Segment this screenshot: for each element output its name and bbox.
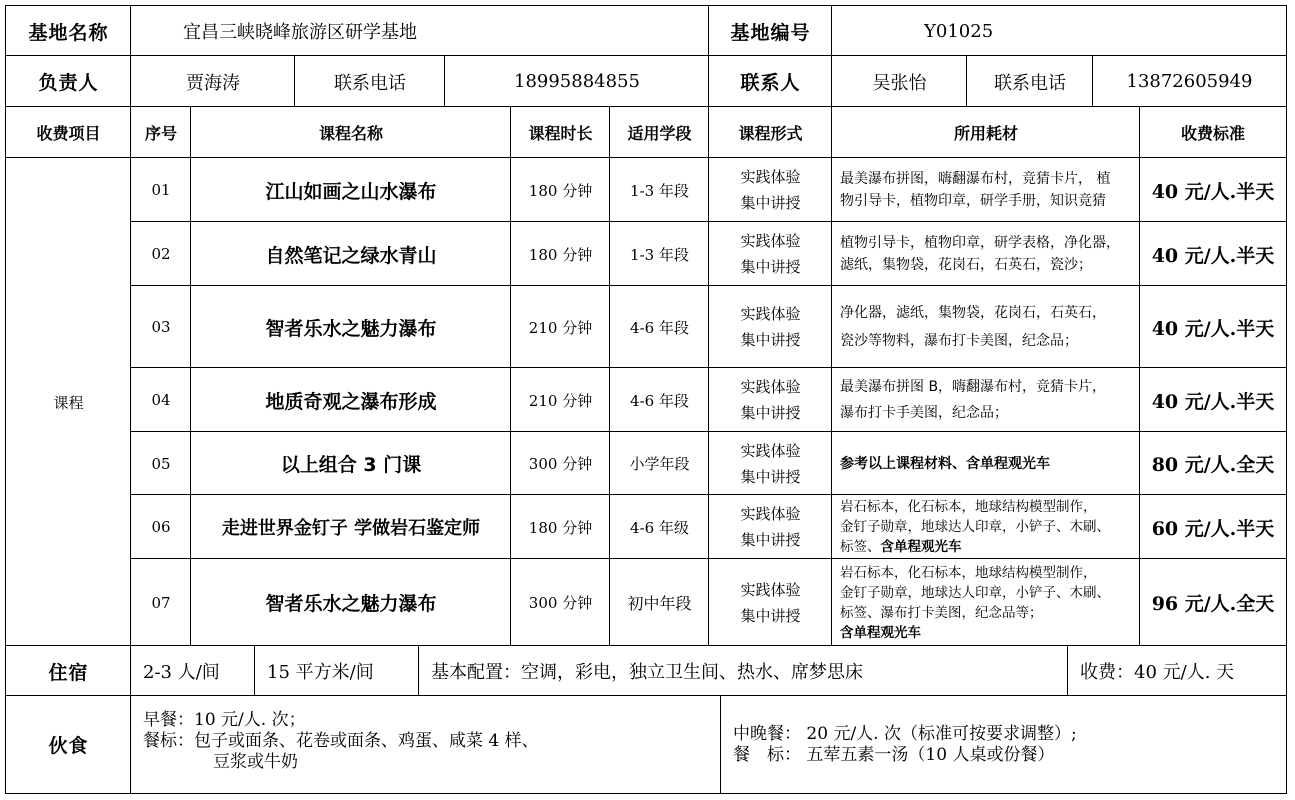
header-course: 课程名称 [190, 106, 512, 159]
course-grade: 4-6 年级 [609, 494, 710, 560]
material-line: 岩石标本，化石标本，地球结构模型制作， [840, 499, 1097, 515]
course-price: 60 元/人.半天 [1139, 494, 1287, 560]
course-duration: 300 分钟 [510, 558, 611, 647]
material-line: 物引导卡，植物印章，研学手册，知识竞猜 [840, 193, 1106, 209]
material-line: 标签、含单程观光车 [840, 539, 962, 555]
breakfast-info [130, 695, 722, 794]
form-line: 集中讲授 [740, 331, 801, 349]
material-line: 植物引导卡，植物印章，研学表格，净化器， [840, 235, 1120, 251]
form-line: 集中讲授 [740, 194, 801, 212]
material-line: 瀑布打卡手美图，纪念品； [840, 405, 1008, 421]
course-materials [831, 367, 1141, 433]
contact-label: 联系人 [708, 55, 833, 108]
header-form: 课程形式 [708, 106, 833, 159]
course-price: 40 元/人.半天 [1139, 221, 1287, 287]
form-line: 实践体验 [740, 580, 801, 599]
course-duration: 180 分钟 [510, 221, 611, 287]
course-duration: 180 分钟 [510, 157, 611, 223]
course-duration: 300 分钟 [510, 431, 611, 496]
course-price: 80 元/人.全天 [1139, 431, 1287, 496]
head-phone: 18995884855 [444, 55, 710, 108]
form-line: 实践体验 [740, 441, 801, 460]
material-line: 金钉子勋章，地球达人印章，小铲子、木刷、 [840, 519, 1110, 535]
material-line: 瓷沙等物料，瀑布打卡美图，纪念品； [840, 333, 1078, 349]
course-duration: 210 分钟 [510, 367, 611, 433]
header-grade: 适用学段 [609, 106, 710, 159]
course-materials [831, 157, 1141, 223]
head-label: 负责人 [5, 55, 132, 108]
course-price: 40 元/人.半天 [1139, 157, 1287, 223]
course-name: 走进世界金钉子 学做岩石鉴定师 [190, 494, 512, 560]
lunch-info [720, 695, 1287, 794]
material-highlight: 含单程观光车 [840, 624, 921, 641]
course-grade: 1-3 年段 [609, 221, 710, 287]
header-no: 序号 [130, 106, 192, 159]
head-name: 贾海涛 [130, 55, 296, 108]
course-price: 96 元/人.全天 [1139, 558, 1287, 647]
form-line: 实践体验 [740, 305, 801, 323]
lodging-area: 15 平方米/间 [254, 645, 420, 697]
base-name-label: 基地名称 [5, 5, 132, 57]
course-grade: 小学年段 [609, 431, 710, 496]
course-group-label: 课程 [5, 157, 132, 647]
header-duration: 课程时长 [510, 106, 611, 159]
course-grade: 4-6 年段 [609, 367, 710, 433]
course-form [708, 157, 833, 223]
breakfast-price: 早餐：10 元/人. 次； [143, 710, 306, 730]
lunch-price: 中晚餐： 20 元/人. 次（标准可按要求调整）; [733, 724, 1077, 744]
form-line: 实践体验 [740, 505, 801, 523]
lunch-standard: 餐 标： 五荤五素一汤（10 人桌或份餐） [733, 745, 1055, 765]
course-form [708, 221, 833, 287]
lodging-label: 住宿 [5, 645, 132, 697]
base-code-label: 基地编号 [708, 5, 833, 57]
course-grade: 1-3 年段 [609, 157, 710, 223]
form-line: 实践体验 [740, 378, 801, 396]
course-form [708, 367, 833, 433]
course-no: 07 [130, 558, 192, 647]
header-materials: 所用耗材 [831, 106, 1141, 159]
fee-table [5, 5, 1287, 794]
course-name: 智者乐水之魅力瀑布 [190, 285, 512, 369]
form-line: 实践体验 [740, 232, 801, 250]
course-duration: 210 分钟 [510, 285, 611, 369]
form-line: 集中讲授 [740, 606, 801, 625]
course-no: 01 [130, 157, 192, 223]
base-name: 宜昌三峡晓峰旅游区研学基地 [130, 5, 710, 57]
course-grade: 4-6 年段 [609, 285, 710, 369]
material-highlight: 含单程观光车 [880, 539, 962, 555]
base-code: Y01025 [831, 5, 1287, 57]
material-line: 净化器，滤纸，集物袋，花岗石，石英石， [840, 305, 1106, 321]
course-form [708, 558, 833, 647]
material-line: 金钉子勋章，地球达人印章，小铲子、木刷、 [840, 584, 1110, 601]
material-line: 岩石标本，化石标本，地球结构模型制作， [840, 564, 1097, 581]
lodging-room: 2-3 人/间 [130, 645, 256, 697]
material-line: 标签、瀑布打卡美图，纪念品等； [840, 604, 1043, 621]
course-materials: 参考以上课程材料、含单程观光车 [831, 431, 1141, 496]
course-grade: 初中年段 [609, 558, 710, 647]
form-line: 集中讲授 [740, 404, 801, 422]
head-phone-label: 联系电话 [294, 55, 446, 108]
course-name: 以上组合 3 门课 [190, 431, 512, 496]
material-line: 最美瀑布拼图 B，嗨翻瀑布村，竞猜卡片， [840, 379, 1107, 395]
course-form [708, 431, 833, 496]
course-name: 智者乐水之魅力瀑布 [190, 558, 512, 647]
course-materials [831, 221, 1141, 287]
material-line: 滤纸，集物袋，花岗石，石英石，瓷沙； [840, 257, 1092, 273]
contact-name: 吴张怡 [831, 55, 968, 108]
contact-phone: 13872605949 [1092, 55, 1287, 108]
course-price: 40 元/人.半天 [1139, 367, 1287, 433]
lodging-fee: 收费：40 元/人. 天 [1067, 645, 1287, 697]
header-price: 收费标准 [1139, 106, 1287, 159]
course-duration: 180 分钟 [510, 494, 611, 560]
course-materials [831, 558, 1141, 647]
course-name: 自然笔记之绿水青山 [190, 221, 512, 287]
material-line: 最美瀑布拼图，嗨翻瀑布村，竞猜卡片， 植 [840, 171, 1111, 187]
course-materials [831, 494, 1141, 560]
course-no: 02 [130, 221, 192, 287]
form-line: 集中讲授 [740, 258, 801, 276]
form-line: 实践体验 [740, 168, 801, 186]
course-no: 04 [130, 367, 192, 433]
header-item: 收费项目 [5, 106, 132, 159]
course-no: 05 [130, 431, 192, 496]
course-materials [831, 285, 1141, 369]
course-name: 地质奇观之瀑布形成 [190, 367, 512, 433]
form-line: 集中讲授 [740, 531, 801, 549]
course-no: 03 [130, 285, 192, 369]
breakfast-standard-cont: 豆浆或牛奶 [213, 752, 298, 772]
contact-phone-label: 联系电话 [966, 55, 1094, 108]
form-line: 集中讲授 [740, 467, 801, 486]
lodging-config: 基本配置：空调，彩电，独立卫生间、热水、席梦思床 [418, 645, 1069, 697]
course-no: 06 [130, 494, 192, 560]
course-form [708, 494, 833, 560]
breakfast-standard: 餐标：包子或面条、花卷或面条、鸡蛋、咸菜 4 样、 [143, 731, 539, 751]
course-form [708, 285, 833, 369]
course-name: 江山如画之山水瀑布 [190, 157, 512, 223]
course-price: 40 元/人.半天 [1139, 285, 1287, 369]
meals-label: 伙食 [5, 695, 132, 794]
